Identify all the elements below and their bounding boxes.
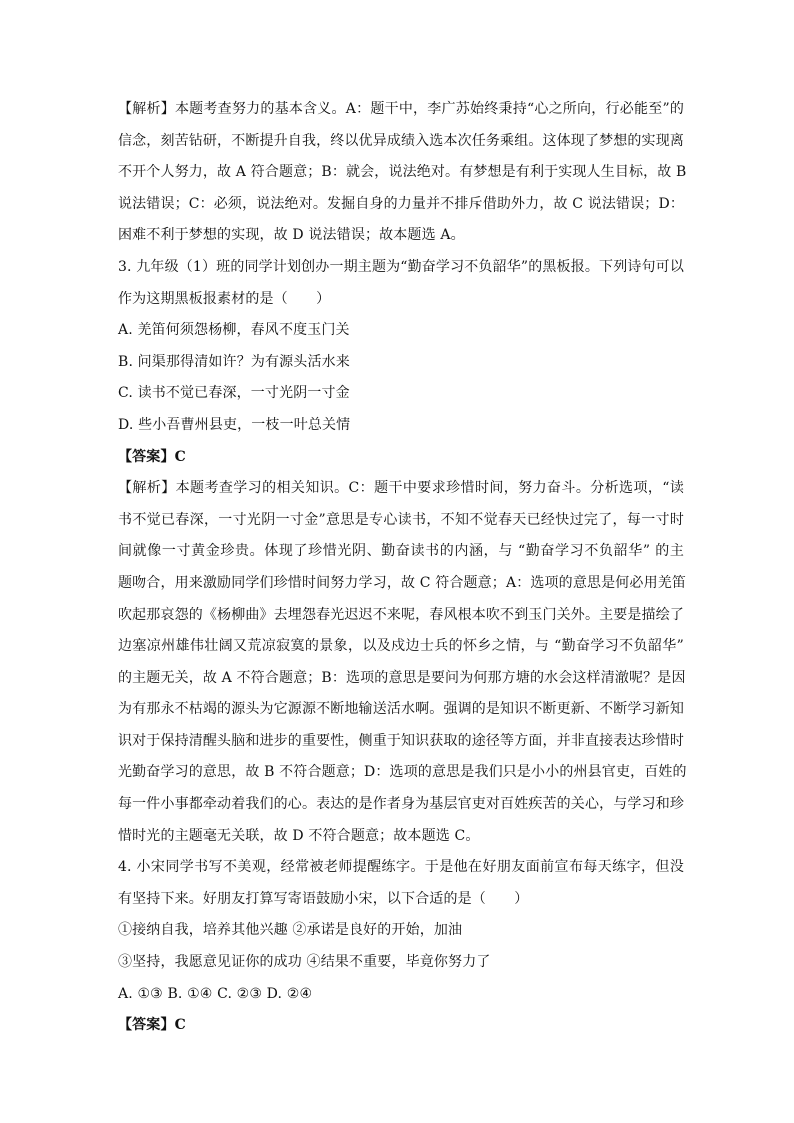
analysis-line: 题吻合，用来激励同学们珍惜时间努力学习，故 C 符合题意；A：选项的意思是何必用羌笛 (118, 574, 687, 591)
analysis-line: 书不觉已春深，一寸光阴一寸金”意思是专心读书，不知不觉春天已经快过完了，每一寸时 (118, 511, 684, 528)
analysis-line: 识对于保持清醒头脑和进步的重要性，侧重于知识获取的途径等方面，并非直接表达珍惜时 (118, 732, 684, 749)
option-d: D. 些小吾曹州县吏，一枝一叶总关情 (118, 416, 351, 433)
analysis-line: 间就像一寸黄金珍贵。体现了珍惜光阴、勤奋读书的内涵，与 “勤奋学习不负韶华” 的主 (118, 543, 684, 560)
choice-line: ①接纳自我，培养其他兴趣 ②承诺是良好的开始，加油 (118, 922, 463, 939)
analysis-line: 惜时光的主题毫无关联，故 D 不符合题意；故本题选 C。 (118, 827, 480, 844)
question-4-stem-cont: 有坚持下来。好朋友打算写寄语鼓励小宋，以下合适的是（ ） (118, 890, 529, 907)
analysis-line: 吹起那哀怨的《杨柳曲》去埋怨春光迟迟不来呢，春风根本吹不到玉门关外。主要是描绘了 (118, 606, 684, 623)
option-b: B. 问渠那得清如许？为有源头活水来 (118, 353, 350, 370)
options-line: A. ①③ B. ①④ C. ②③ D. ②④ (118, 985, 313, 1002)
analysis-line: 光勤奋学习的意思，故 B 不符合题意；D：选项的意思是我们只是小小的州县官吏，百姓的 (118, 764, 687, 781)
analysis-line: 的主题无关，故 A 不符合题意；B：选项的意思是要问为何那方塘的水会这样清澈呢？是因 (118, 669, 686, 686)
option-a: A. 羌笛何须怨杨柳，春风不度玉门关 (118, 322, 350, 339)
answer-label: 【答案】C (118, 1017, 186, 1034)
question-3-stem-cont: 作为这期黑板报素材的是（ ） (118, 290, 331, 307)
choice-line: ③坚持，我愿意见证你的成功 ④结果不重要，毕竟你努力了 (118, 954, 491, 971)
text-line: 信念，刻苦钻研，不断提升自我，终以优异成绩入选本次任务乘组。这体现了梦想的实现离 (118, 132, 684, 149)
question-4-stem: 4. 小宋同学书写不美观，经常被老师提醒练字。于是他在好朋友面前宣布每天练字，但没 (118, 859, 684, 876)
text-line: 困难不利于梦想的实现，故 D 说法错误；故本题选 A。 (118, 227, 465, 244)
analysis-line: 为有那永不枯竭的源头为它源源不断地输送活水啊。强调的是知识不断更新、不断学习新知 (118, 701, 684, 718)
option-c: C. 读书不觉已春深，一寸光阴一寸金 (118, 385, 350, 402)
analysis-line: 边塞凉州雄伟壮阔又荒凉寂寞的景象，以及戍边士兵的怀乡之情，与 “勤奋学习不负韶华” (118, 638, 684, 655)
answer-label: 【答案】C (118, 448, 186, 465)
text-line: 【解析】本题考查努力的基本含义。A：题干中，李广苏始终秉持“心之所向，行必能至”的 (118, 101, 684, 117)
analysis-line: 每一件小事都牵动着我们的心。表达的是作者身为基层官吏对百姓疾苦的关心，与学习和珍 (118, 796, 684, 813)
question-3-stem: 3. 九年级（1）班的同学计划创办一期主题为“勤奋学习不负韶华”的黑板报。下列诗句可以 (118, 258, 684, 275)
analysis-line: 【解析】本题考查学习的相关知识。C：题干中要求珍惜时间，努力奋斗。分析选项，“读 (118, 480, 684, 497)
document-page (118, 98, 687, 1046)
text-line: 说法错误；C：必须，说法绝对。发掘自身的力量并不排斥借助外力，故 C 说法错误；D： (118, 195, 684, 212)
text-line: 不开个人努力，故 A 符合题意；B：就会，说法绝对。有梦想是有利于实现人生目标，故 B (118, 164, 687, 181)
